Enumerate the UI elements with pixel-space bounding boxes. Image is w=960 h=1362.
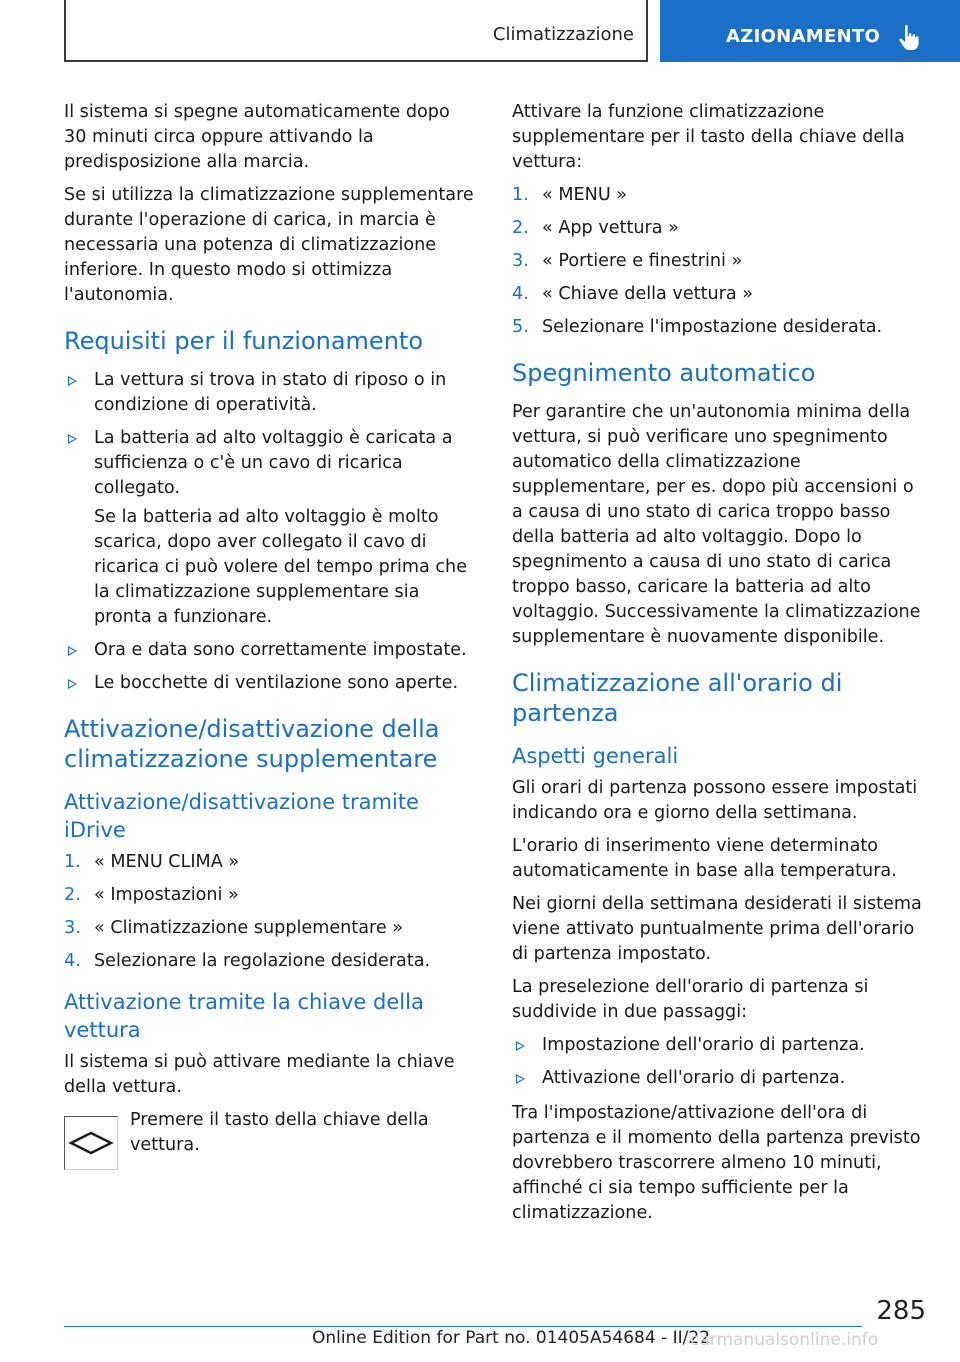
step-number: 4. [64, 951, 81, 971]
list-item [64, 949, 476, 974]
page-number: 285 [876, 1296, 926, 1326]
step-number: 1. [64, 852, 81, 872]
diamond-key-button-icon [65, 1117, 117, 1169]
list-item [64, 916, 476, 941]
list-item [512, 183, 926, 208]
list-item-text: La batteria ad alto voltaggio è caricata a sufficienza o c'è un cavo di ricarica collegato. [94, 428, 453, 498]
key-function-steps [512, 183, 926, 340]
left-column [64, 100, 476, 1170]
triangle-bullet-icon [516, 1074, 525, 1084]
list-item-text: La vettura si trova in stato di riposo o in condizione di operatività. [94, 370, 447, 415]
requirements-list [64, 368, 476, 696]
step-number: 5. [512, 317, 529, 337]
right-column [512, 100, 926, 1234]
list-item [64, 368, 476, 418]
key-activation-heading: Attivazione tramite la chiave della vettura [64, 990, 424, 1042]
list-item [512, 216, 926, 241]
general-paragraph-1: Gli orari di partenza possono essere impostati indicando ora e giorno della settimana. [512, 778, 918, 823]
list-item-text: Impostazione dell'orario di partenza. [542, 1035, 865, 1055]
step-text: « MENU CLIMA » [94, 852, 240, 872]
header-chapter-title: AZIONAMENTO [726, 26, 881, 47]
list-item [512, 315, 926, 340]
key-instruction-text: Premere il tasto della chiave della vettura. [130, 1110, 429, 1155]
auto-shutdown-heading: Spegnimento automatico [512, 359, 816, 387]
triangle-bullet-icon [68, 434, 77, 444]
key-instruction-row [64, 1108, 476, 1170]
list-item [512, 249, 926, 274]
list-item [64, 850, 476, 875]
list-item-text: Ora e data sono correttamente impostate. [94, 640, 467, 660]
header-chapter-tab [660, 0, 960, 62]
step-text: Selezionare l'impostazione desiderata. [542, 317, 883, 337]
list-item [64, 883, 476, 908]
idrive-heading: Attivazione/disattivazione tramite iDrive [64, 790, 419, 842]
step-text: « Climatizzazione supplementare » [94, 918, 404, 938]
general-heading: Aspetti generali [512, 744, 679, 768]
intro-paragraph-2: Se si utilizza la climatizzazione supplementare durante l'operazione di carica, in marcia è necessaria una potenza di climatizzazione inferiore. In questo modo si ottimizza l'autonomia. [64, 185, 474, 305]
step-text: « App vettura » [542, 218, 679, 238]
step-number: 3. [64, 918, 81, 938]
edition-text: Online Edition for Part no. 01405A54684 - II/22 [312, 1328, 711, 1348]
list-item-note: Se la batteria ad alto voltaggio è molto scarica, dopo aver collegato il cavo di ricarica ci può volere del tempo prima che la climatizzazione supplementare sia pronta a funzionare. [94, 507, 468, 627]
list-item [64, 638, 476, 663]
list-item-text: Attivazione dell'orario di partenza. [542, 1068, 846, 1088]
header-section-tab [64, 0, 648, 62]
departure-heading: Climatizzazione all'orario di partenza [512, 669, 843, 727]
key-function-intro: Attivare la funzione climatizzazione supplementare per il tasto della chiave della vettura: [512, 102, 905, 172]
step-text: « Chiave della vettura » [542, 284, 753, 304]
watermark: carmanualsonline.info [690, 1330, 879, 1350]
activation-heading: Attivazione/disattivazione della climatizzazione supplementare [64, 715, 440, 773]
footer-divider [64, 1326, 862, 1327]
list-item [512, 1033, 926, 1058]
step-number: 3. [512, 251, 529, 271]
general-paragraph-3: Nei giorni della settimana desiderati il sistema viene attivato puntualmente prima dell'orario di partenza impostato. [512, 894, 922, 964]
step-text: « Portiere e finestrini » [542, 251, 743, 271]
step-number: 2. [64, 885, 81, 905]
list-item [64, 426, 476, 630]
header-section-title: Climatizzazione [492, 24, 634, 45]
step-text: « Impostazioni » [94, 885, 239, 905]
key-paragraph: Il sistema si può attivare mediante la chiave della vettura. [64, 1052, 455, 1097]
general-paragraph-2: L'orario di inserimento viene determinato automaticamente in base alla temperatura. [512, 836, 897, 881]
step-number: 2. [512, 218, 529, 238]
idrive-steps [64, 850, 476, 974]
triangle-bullet-icon [68, 376, 77, 386]
triangle-bullet-icon [68, 646, 77, 656]
triangle-bullet-icon [516, 1041, 525, 1051]
step-number: 4. [512, 284, 529, 304]
auto-shutdown-paragraph: Per garantire che un'autonomia minima della vettura, si può verificare uno spegnimento automatico della climatizzazione supplementare, per es. dopo più accensioni o a causa di uno stato di carica troppo basso della batteria ad alto voltaggio. Dopo lo spegnimento a causa di uno stato di carica troppo basso, caricare la batteria ad alto voltaggio. Successivamente la climatizzazione supplementare è nuovamente disponibile. [512, 402, 921, 647]
list-item [512, 1066, 926, 1091]
list-item [512, 282, 926, 307]
list-item [64, 671, 476, 696]
general-paragraph-4: La preselezione dell'orario di partenza si suddivide in due passaggi: [512, 977, 869, 1022]
requirements-heading: Requisiti per il funzionamento [64, 327, 424, 355]
triangle-bullet-icon [68, 679, 77, 689]
list-item-text: Le bocchette di ventilazione sono aperte. [94, 673, 459, 693]
step-number: 1. [512, 185, 529, 205]
step-text: « MENU » [542, 185, 628, 205]
hand-pointer-icon [898, 24, 920, 52]
key-button-symbol [64, 1116, 118, 1170]
step-text: Selezionare la regolazione desiderata. [94, 951, 431, 971]
general-paragraph-5: Tra l'impostazione/attivazione dell'ora di partenza e il momento della partenza previsto dovrebbero trascorrere almeno 10 minuti, affinché ci sia tempo sufficiente per la climatizzazione. [512, 1103, 921, 1223]
departure-steps-list [512, 1033, 926, 1091]
intro-paragraph-1: Il sistema si spegne automaticamente dopo 30 minuti circa oppure attivando la predisposizione alla marcia. [64, 102, 450, 172]
